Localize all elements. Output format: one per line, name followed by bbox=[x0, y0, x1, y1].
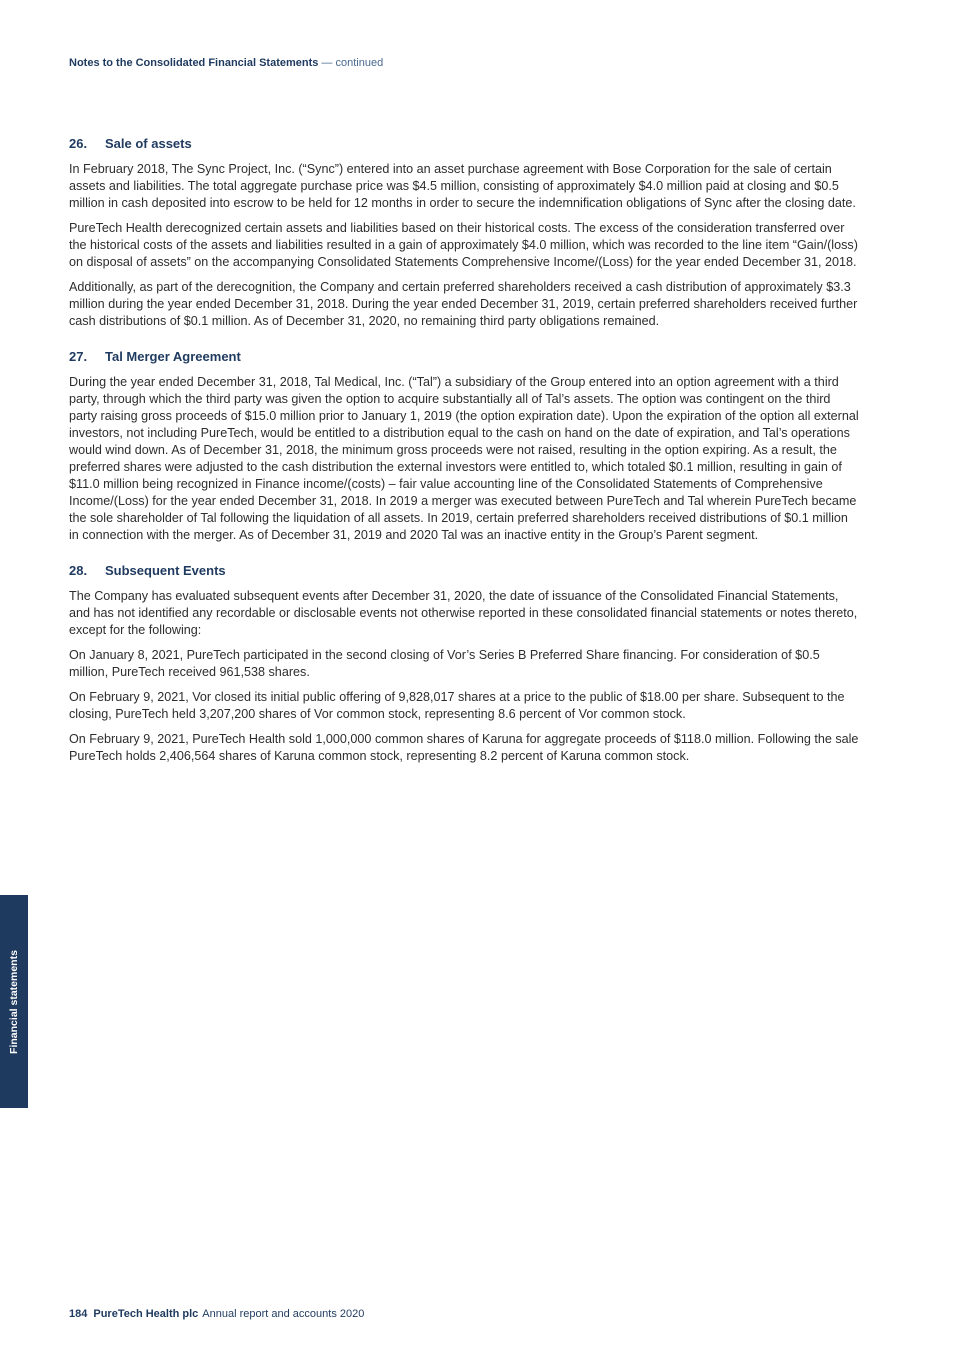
page-number: 184 bbox=[69, 1308, 88, 1320]
running-header bbox=[69, 57, 383, 69]
section-heading bbox=[69, 348, 859, 366]
section-side-tab bbox=[0, 895, 28, 1108]
side-tab-label: Financial statements bbox=[8, 949, 20, 1054]
section-title: Sale of assets bbox=[105, 136, 192, 151]
paragraph: On February 9, 2021, PureTech Health sold 1,000,000 common shares of Karuna for aggregate proceeds of $118.0 million. Following the sale PureTech holds 2,406,564 shares of Karuna common stock, representing 8.2 percent of Karuna common stock. bbox=[69, 732, 859, 763]
paragraph: During the year ended December 31, 2018, Tal Medical, Inc. (“Tal”) a subsidiary of the Group entered into an option agreement with a third party, through which the third party was given the option to acquire substantially all of Tal’s assets. The option was contingent on the third party raising gross proceeds of $15.0 million prior to January 1, 2019 (the option expiration date). Upon the expiration of the option all external investors, not including PureTech, would be entitled to a distribution equal to the cash on hand on the date of expiration, and Tal’s operations would wind down. As of December 31, 2018, the minimum gross proceeds were not raised, resulting in the option expiring. As a result, the preferred shares were adjusted to the cash distribution the external investors were entitled to, which totaled $0.1 million, resulting in gain of $11.0 million being recognized in Finance income/(costs) – fair value accounting line of the Consolidated Statements of Comprehensive Income/(Loss) for the year ended December 31, 2018. In 2019 a merger was executed between PureTech and Tal wherein PureTech became the sole shareholder of Tal following the liquidation of all assets. In 2019, certain preferred shareholders received distributions of $0.1 million in connection with the merger. As of December 31, 2019 and 2020 Tal was an inactive entity in the Group’s Parent segment. bbox=[69, 375, 859, 542]
header-title: Notes to the Consolidated Financial Statements bbox=[69, 57, 319, 69]
paragraph: The Company has evaluated subsequent events after December 31, 2020, the date of issuance of the Consolidated Financial Statements, and has not identified any recordable or disclosable events not otherwise reported in these consolidated financial statements or notes thereto, except for the following: bbox=[69, 589, 858, 637]
section-title: Tal Merger Agreement bbox=[105, 349, 241, 364]
section-number: 28. bbox=[69, 563, 88, 578]
section-tal-merger-agreement bbox=[69, 348, 859, 544]
page-footer bbox=[69, 1308, 364, 1320]
paragraph: On January 8, 2021, PureTech participated in the second closing of Vor’s Series B Preferred Share financing. For consideration of $0.5 million, PureTech received 961,538 shares. bbox=[69, 648, 820, 679]
section-sale-of-assets bbox=[69, 135, 859, 330]
section-title: Subsequent Events bbox=[105, 563, 226, 578]
paragraph: In February 2018, The Sync Project, Inc. (“Sync”) entered into an asset purchase agreement with Bose Corporation for the sale of certain assets and liabilities. The total aggregate purchase price was $4.5 million, consisting of approximately $4.0 million paid at closing and $0.5 million in cash deposited into escrow to be held for 12 months in order to secure the indemnification obligations of Sync after the closing date. bbox=[69, 162, 856, 210]
footer-document: Annual report and accounts 2020 bbox=[202, 1308, 365, 1320]
footer-organization: PureTech Health plc bbox=[93, 1308, 199, 1320]
section-heading bbox=[69, 562, 859, 580]
paragraph: PureTech Health derecognized certain assets and liabilities based on their historical costs. The excess of the consideration transferred over the historical costs of the assets and liabilities resulted in a gain of approximately $4.0 million, which was recorded to the line item “Gain/(loss) on disposal of assets” on the accompanying Consolidated Statements Comprehensive Income/(Loss) for the year ended December 31, 2018. bbox=[69, 221, 858, 269]
section-heading bbox=[69, 135, 859, 153]
section-number: 26. bbox=[69, 136, 88, 151]
paragraph: On February 9, 2021, Vor closed its initial public offering of 9,828,017 shares at a price to the public of $18.00 per share. Subsequent to the closing, PureTech held 3,207,200 shares of Vor common stock, representing 8.6 percent of Vor common stock. bbox=[69, 690, 845, 721]
section-subsequent-events bbox=[69, 562, 859, 765]
header-continued: — continued bbox=[318, 57, 384, 69]
paragraph: Additionally, as part of the derecognition, the Company and certain preferred shareholders received a cash distribution of approximately $3.3 million during the year ended December 31, 2018. During the year ended December 31, 2019, certain preferred shareholders received further cash distributions of $0.1 million. As of December 31, 2020, no remaining third party obligations remained. bbox=[69, 280, 858, 328]
section-number: 27. bbox=[69, 349, 88, 364]
notes-content bbox=[69, 135, 859, 783]
